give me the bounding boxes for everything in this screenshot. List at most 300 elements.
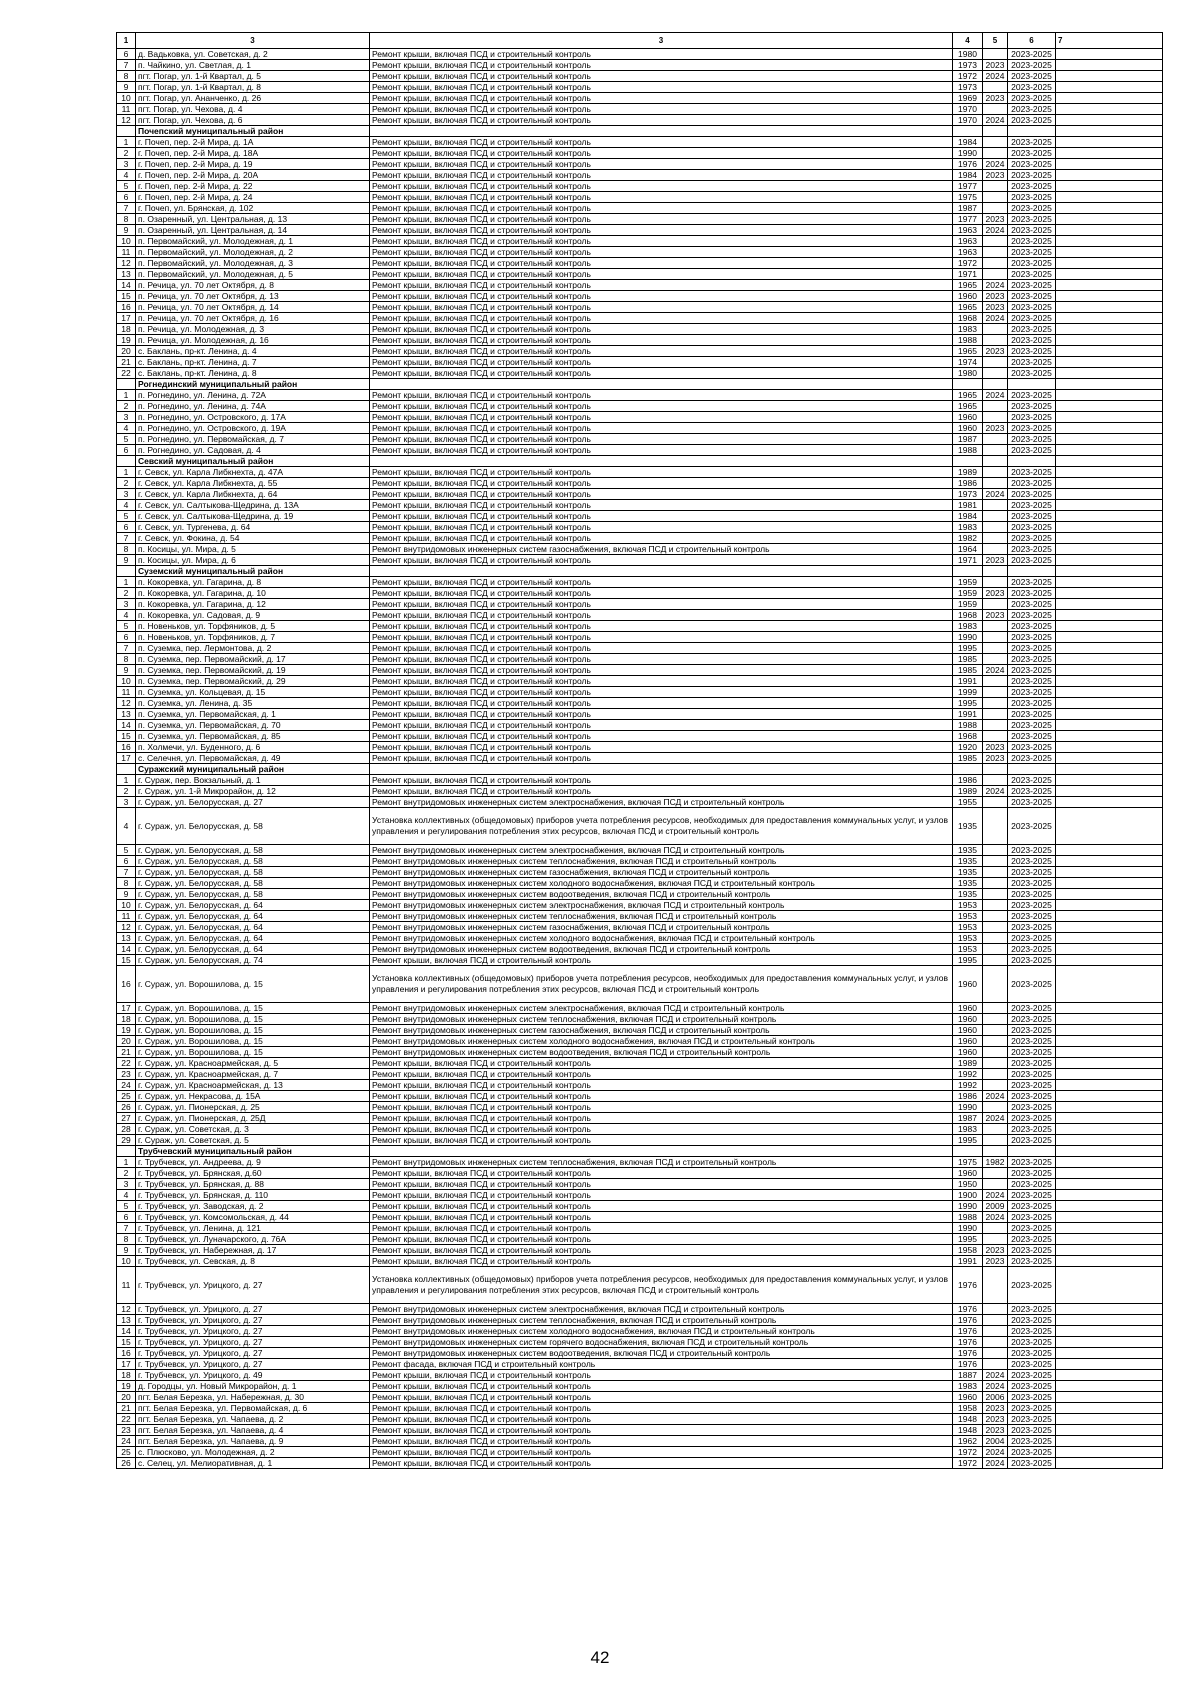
empty-cell	[1056, 867, 1163, 878]
year-built-cell: 1968	[953, 731, 983, 742]
work-type-cell: Ремонт внутридомовых инженерных систем теплоснабжения, включая ПСД и строительный контроль	[370, 911, 953, 922]
last-repair-year-cell: 2004	[983, 1436, 1008, 1447]
planned-period-cell: 2023-2025	[1008, 1245, 1056, 1256]
table-row	[117, 1179, 1163, 1190]
table-row	[117, 445, 1163, 456]
empty-cell	[1056, 878, 1163, 889]
empty-cell	[1056, 60, 1163, 71]
year-built-cell: 1971	[953, 555, 983, 566]
work-type-cell: Ремонт крыши, включая ПСД и строительный контроль	[370, 1414, 953, 1425]
address-cell: пгт. Погар, ул. 1-й Квартал, д. 8	[136, 82, 370, 93]
empty-cell	[1056, 324, 1163, 335]
planned-period-cell: 2023-2025	[1008, 1014, 1056, 1025]
planned-period-cell: 2023-2025	[1008, 1315, 1056, 1326]
address-cell: пгт. Белая Березка, ул. Набережная, д. 30	[136, 1392, 370, 1403]
year-built-cell: 1974	[953, 357, 983, 368]
planned-period-cell: 2023-2025	[1008, 1370, 1056, 1381]
district-section-row	[117, 1146, 1163, 1157]
row-number: 20	[117, 1392, 136, 1403]
address-cell: г. Сураж, ул. Ворошилова, д. 15	[136, 1047, 370, 1058]
work-type-cell: Ремонт крыши, включая ПСД и строительный контроль	[370, 280, 953, 291]
planned-period-cell: 2023-2025	[1008, 1337, 1056, 1348]
address-cell: г. Сураж, ул. Белорусская, д. 64	[136, 922, 370, 933]
planned-period-cell: 2023-2025	[1008, 621, 1056, 632]
row-number: 18	[117, 1370, 136, 1381]
work-type-cell: Ремонт крыши, включая ПСД и строительный контроль	[370, 445, 953, 456]
table-row	[117, 324, 1163, 335]
row-number: 24	[117, 1080, 136, 1091]
empty-cell	[370, 566, 953, 577]
year-built-cell: 1960	[953, 412, 983, 423]
year-built-cell: 1935	[953, 808, 983, 845]
planned-period-cell: 2023-2025	[1008, 1414, 1056, 1425]
empty-cell	[953, 126, 983, 137]
last-repair-year-cell	[983, 1348, 1008, 1359]
address-cell: г. Трубчевск, ул. Урицкого, д. 27	[136, 1348, 370, 1359]
planned-period-cell: 2023-2025	[1008, 1392, 1056, 1403]
empty-cell	[953, 456, 983, 467]
planned-period-cell: 2023-2025	[1008, 676, 1056, 687]
row-number: 7	[117, 533, 136, 544]
address-cell: г. Почеп, пер. 2-й Мира, д. 24	[136, 192, 370, 203]
year-built-cell: 1985	[953, 753, 983, 764]
work-type-cell: Ремонт крыши, включая ПСД и строительный контроль	[370, 467, 953, 478]
planned-period-cell: 2023-2025	[1008, 346, 1056, 357]
row-number: 19	[117, 1025, 136, 1036]
planned-period-cell: 2023-2025	[1008, 867, 1056, 878]
work-type-cell: Ремонт внутридомовых инженерных систем электроснабжения, включая ПСД и строительный контроль	[370, 1003, 953, 1014]
year-built-cell: 1983	[953, 621, 983, 632]
work-type-cell: Ремонт крыши, включая ПСД и строительный контроль	[370, 137, 953, 148]
address-cell: п. Озаренный, ул. Центральная, д. 13	[136, 214, 370, 225]
planned-period-cell: 2023-2025	[1008, 236, 1056, 247]
row-number: 12	[117, 1304, 136, 1315]
row-number: 12	[117, 115, 136, 126]
empty-cell	[1056, 1080, 1163, 1091]
last-repair-year-cell	[983, 368, 1008, 379]
row-number: 9	[117, 665, 136, 676]
table-row	[117, 1425, 1163, 1436]
work-type-cell: Установка коллективных (общедомовых) приборов учета потребления ресурсов, необходимых для предоставления коммунальных услуг, и узлов управления и регулирования потребления этих ресурсов, включая ПСД и строительный контроль	[370, 808, 953, 845]
year-built-cell: 1887	[953, 1370, 983, 1381]
year-built-cell: 1995	[953, 1234, 983, 1245]
work-type-cell: Ремонт внутридомовых инженерных систем электроснабжения, включая ПСД и строительный контроль	[370, 797, 953, 808]
work-type-cell: Ремонт крыши, включая ПСД и строительный контроль	[370, 1447, 953, 1458]
empty-cell	[1056, 291, 1163, 302]
work-type-cell: Ремонт крыши, включая ПСД и строительный контроль	[370, 1201, 953, 1212]
table-row	[117, 181, 1163, 192]
row-number: 26	[117, 1458, 136, 1469]
last-repair-year-cell: 2024	[983, 1381, 1008, 1392]
planned-period-cell: 2023-2025	[1008, 159, 1056, 170]
address-cell: п. Рогнедино, ул. Ленина, д. 72А	[136, 390, 370, 401]
planned-period-cell: 2023-2025	[1008, 401, 1056, 412]
empty-cell	[1056, 966, 1163, 1003]
address-cell: д. Вадьковка, ул. Советская, д. 2	[136, 49, 370, 60]
planned-period-cell: 2023-2025	[1008, 1058, 1056, 1069]
empty-cell	[1056, 1058, 1163, 1069]
year-built-cell: 1973	[953, 60, 983, 71]
work-type-cell: Ремонт крыши, включая ПСД и строительный контроль	[370, 1223, 953, 1234]
address-cell: п. Суземка, пер. Лермонтова, д. 2	[136, 643, 370, 654]
row-number: 21	[117, 1047, 136, 1058]
empty-cell	[1008, 126, 1056, 137]
work-type-cell: Ремонт внутридомовых инженерных систем газоснабжения, включая ПСД и строительный контроль	[370, 867, 953, 878]
row-number: 8	[117, 214, 136, 225]
row-number: 8	[117, 544, 136, 555]
planned-period-cell: 2023-2025	[1008, 709, 1056, 720]
planned-period-cell: 2023-2025	[1008, 115, 1056, 126]
district-section-row	[117, 456, 1163, 467]
table-row	[117, 500, 1163, 511]
table-row	[117, 1212, 1163, 1223]
empty-cell	[1056, 731, 1163, 742]
table-row	[117, 489, 1163, 500]
header-cell: 1	[117, 33, 136, 49]
year-built-cell: 1972	[953, 1458, 983, 1469]
empty-cell	[1056, 1304, 1163, 1315]
row-number: 13	[117, 1315, 136, 1326]
address-cell: г. Трубчевск, ул. Севская, д. 8	[136, 1256, 370, 1267]
table-row	[117, 720, 1163, 731]
empty-cell	[1056, 82, 1163, 93]
year-built-cell: 1958	[953, 1403, 983, 1414]
planned-period-cell: 2023-2025	[1008, 335, 1056, 346]
work-type-cell: Ремонт внутридомовых инженерных систем электроснабжения, включая ПСД и строительный контроль	[370, 1304, 953, 1315]
document-page	[116, 32, 1162, 1469]
table-row	[117, 148, 1163, 159]
row-number: 15	[117, 731, 136, 742]
last-repair-year-cell: 2023	[983, 1245, 1008, 1256]
planned-period-cell: 2023-2025	[1008, 1403, 1056, 1414]
row-number: 2	[117, 148, 136, 159]
planned-period-cell: 2023-2025	[1008, 291, 1056, 302]
last-repair-year-cell: 2023	[983, 1403, 1008, 1414]
empty-cell	[1056, 753, 1163, 764]
work-type-cell: Ремонт крыши, включая ПСД и строительный контроль	[370, 390, 953, 401]
row-number: 7	[117, 1223, 136, 1234]
header-cell: 5	[983, 33, 1008, 49]
planned-period-cell: 2023-2025	[1008, 324, 1056, 335]
row-number: 5	[117, 511, 136, 522]
planned-period-cell: 2023-2025	[1008, 533, 1056, 544]
row-number: 8	[117, 878, 136, 889]
row-number: 6	[117, 1212, 136, 1223]
last-repair-year-cell	[983, 1223, 1008, 1234]
empty-cell	[1056, 764, 1163, 775]
planned-period-cell: 2023-2025	[1008, 258, 1056, 269]
address-cell: г. Трубчевск, ул. Брянская, д.60	[136, 1168, 370, 1179]
table-row	[117, 313, 1163, 324]
row-number: 17	[117, 1003, 136, 1014]
planned-period-cell: 2023-2025	[1008, 368, 1056, 379]
address-cell: пгт. Погар, ул. Ананченко, д. 26	[136, 93, 370, 104]
planned-period-cell: 2023-2025	[1008, 1069, 1056, 1080]
planned-period-cell: 2023-2025	[1008, 434, 1056, 445]
planned-period-cell: 2023-2025	[1008, 1080, 1056, 1091]
work-type-cell: Ремонт внутридомовых инженерных систем теплоснабжения, включая ПСД и строительный контроль	[370, 1157, 953, 1168]
year-built-cell: 1970	[953, 115, 983, 126]
header-cell: 6	[1008, 33, 1056, 49]
row-number: 16	[117, 742, 136, 753]
row-number: 24	[117, 1436, 136, 1447]
row-number: 6	[117, 856, 136, 867]
row-number: 8	[117, 1234, 136, 1245]
last-repair-year-cell	[983, 900, 1008, 911]
address-cell: п. Озаренный, ул. Центральная, д. 14	[136, 225, 370, 236]
work-type-cell: Ремонт крыши, включая ПСД и строительный контроль	[370, 1069, 953, 1080]
address-cell: г. Трубчевск, ул. Андреева, д. 9	[136, 1157, 370, 1168]
address-cell: п. Речица, ул. 70 лет Октября, д. 16	[136, 313, 370, 324]
table-row	[117, 1370, 1163, 1381]
empty-cell	[1056, 1436, 1163, 1447]
last-repair-year-cell: 2024	[983, 1458, 1008, 1469]
work-type-cell: Ремонт внутридомовых инженерных систем газоснабжения, включая ПСД и строительный контроль	[370, 1025, 953, 1036]
district-section-row	[117, 379, 1163, 390]
planned-period-cell: 2023-2025	[1008, 1190, 1056, 1201]
work-type-cell: Ремонт крыши, включая ПСД и строительный контроль	[370, 1080, 953, 1091]
row-number: 2	[117, 1168, 136, 1179]
work-type-cell: Ремонт крыши, включая ПСД и строительный контроль	[370, 1425, 953, 1436]
last-repair-year-cell	[983, 775, 1008, 786]
address-cell: п. Рогнедино, ул. Ленина, д. 74А	[136, 401, 370, 412]
row-number: 4	[117, 1190, 136, 1201]
row-number: 14	[117, 720, 136, 731]
last-repair-year-cell	[983, 412, 1008, 423]
row-number: 28	[117, 1124, 136, 1135]
table-row	[117, 247, 1163, 258]
table-row	[117, 412, 1163, 423]
last-repair-year-cell: 2023	[983, 1425, 1008, 1436]
empty-cell	[1056, 500, 1163, 511]
row-number: 10	[117, 900, 136, 911]
year-built-cell: 1976	[953, 1348, 983, 1359]
work-type-cell: Ремонт крыши, включая ПСД и строительный контроль	[370, 115, 953, 126]
last-repair-year-cell	[983, 467, 1008, 478]
address-cell: п. Суземка, ул. Первомайская, д. 85	[136, 731, 370, 742]
planned-period-cell: 2023-2025	[1008, 478, 1056, 489]
empty-cell	[1056, 555, 1163, 566]
address-cell: пгт. Белая Березка, ул. Первомайская, д. 6	[136, 1403, 370, 1414]
address-cell: г. Трубчевск, ул. Урицкого, д. 27	[136, 1326, 370, 1337]
empty-cell	[1056, 137, 1163, 148]
work-type-cell: Ремонт крыши, включая ПСД и строительный контроль	[370, 709, 953, 720]
last-repair-year-cell	[983, 258, 1008, 269]
district-section-row	[117, 126, 1163, 137]
last-repair-year-cell	[983, 269, 1008, 280]
row-number: 11	[117, 247, 136, 258]
header-cell: 7	[1056, 33, 1163, 49]
table-row	[117, 1014, 1163, 1025]
address-cell: п. Рогнедино, ул. Островского, д. 17А	[136, 412, 370, 423]
year-built-cell: 1976	[953, 1304, 983, 1315]
empty-cell	[1056, 1414, 1163, 1425]
planned-period-cell: 2023-2025	[1008, 1234, 1056, 1245]
empty-cell	[1056, 368, 1163, 379]
empty-cell	[1056, 214, 1163, 225]
last-repair-year-cell	[983, 889, 1008, 900]
work-type-cell: Ремонт крыши, включая ПСД и строительный контроль	[370, 500, 953, 511]
row-number: 29	[117, 1135, 136, 1146]
work-type-cell: Ремонт внутридомовых инженерных систем теплоснабжения, включая ПСД и строительный контроль	[370, 856, 953, 867]
address-cell: г. Сураж, ул. Белорусская, д. 58	[136, 808, 370, 845]
year-built-cell: 1948	[953, 1414, 983, 1425]
row-number: 18	[117, 324, 136, 335]
last-repair-year-cell: 2024	[983, 1190, 1008, 1201]
planned-period-cell: 2023-2025	[1008, 742, 1056, 753]
district-section-row	[117, 764, 1163, 775]
address-cell: п. Суземка, пер. Первомайский, д. 19	[136, 665, 370, 676]
year-built-cell: 1968	[953, 610, 983, 621]
planned-period-cell: 2023-2025	[1008, 1113, 1056, 1124]
last-repair-year-cell	[983, 856, 1008, 867]
empty-cell	[983, 456, 1008, 467]
address-cell: п. Первомайский, ул. Молодежная, д. 5	[136, 269, 370, 280]
year-built-cell: 1971	[953, 269, 983, 280]
year-built-cell: 1990	[953, 1223, 983, 1234]
empty-cell	[1056, 922, 1163, 933]
address-cell: с. Баклань, пр-кт. Ленина, д. 4	[136, 346, 370, 357]
empty-cell	[1056, 698, 1163, 709]
work-type-cell: Ремонт крыши, включая ПСД и строительный контроль	[370, 599, 953, 610]
table-row	[117, 665, 1163, 676]
district-section-row	[117, 566, 1163, 577]
work-type-cell: Ремонт крыши, включая ПСД и строительный контроль	[370, 1458, 953, 1469]
year-built-cell: 1990	[953, 632, 983, 643]
table-row	[117, 401, 1163, 412]
last-repair-year-cell	[983, 1135, 1008, 1146]
table-row	[117, 742, 1163, 753]
planned-period-cell: 2023-2025	[1008, 911, 1056, 922]
year-built-cell: 1963	[953, 247, 983, 258]
planned-period-cell: 2023-2025	[1008, 467, 1056, 478]
planned-period-cell: 2023-2025	[1008, 1223, 1056, 1234]
year-built-cell: 1980	[953, 49, 983, 60]
work-type-cell: Ремонт крыши, включая ПСД и строительный контроль	[370, 1168, 953, 1179]
empty-cell	[983, 1146, 1008, 1157]
table-row	[117, 1403, 1163, 1414]
table-row	[117, 357, 1163, 368]
address-cell: г. Сураж, ул. Белорусская, д. 74	[136, 955, 370, 966]
address-cell: г. Сураж, ул. Ворошилова, д. 15	[136, 966, 370, 1003]
work-type-cell: Ремонт крыши, включая ПСД и строительный контроль	[370, 291, 953, 302]
table-row	[117, 423, 1163, 434]
district-name: Почепский муниципальный район	[136, 126, 370, 137]
last-repair-year-cell: 2023	[983, 214, 1008, 225]
last-repair-year-cell: 1982	[983, 1157, 1008, 1168]
row-number: 9	[117, 889, 136, 900]
table-row	[117, 1157, 1163, 1168]
address-cell: г. Почеп, пер. 2-й Мира, д. 1А	[136, 137, 370, 148]
row-number: 27	[117, 1113, 136, 1124]
row-number: 4	[117, 610, 136, 621]
year-built-cell: 1990	[953, 1102, 983, 1113]
planned-period-cell: 2023-2025	[1008, 1458, 1056, 1469]
year-built-cell: 1976	[953, 1337, 983, 1348]
address-cell: г. Севск, ул. Карла Либкнехта, д. 47А	[136, 467, 370, 478]
work-type-cell: Ремонт крыши, включая ПСД и строительный контроль	[370, 1212, 953, 1223]
empty-cell	[1056, 1157, 1163, 1168]
work-type-cell: Ремонт крыши, включая ПСД и строительный контроль	[370, 170, 953, 181]
planned-period-cell: 2023-2025	[1008, 808, 1056, 845]
work-type-cell: Ремонт крыши, включая ПСД и строительный контроль	[370, 203, 953, 214]
last-repair-year-cell	[983, 1080, 1008, 1091]
empty-cell	[1056, 489, 1163, 500]
work-type-cell: Ремонт внутридомовых инженерных систем холодного водоснабжения, включая ПСД и строительный контроль	[370, 878, 953, 889]
planned-period-cell: 2023-2025	[1008, 214, 1056, 225]
work-type-cell: Ремонт внутридомовых инженерных систем электроснабжения, включая ПСД и строительный контроль	[370, 900, 953, 911]
last-repair-year-cell	[983, 911, 1008, 922]
address-cell: г. Сураж, ул. Пионерская, д. 25Д	[136, 1113, 370, 1124]
address-cell: п. Первомайский, ул. Молодежная, д. 3	[136, 258, 370, 269]
planned-period-cell: 2023-2025	[1008, 60, 1056, 71]
year-built-cell: 1987	[953, 1113, 983, 1124]
address-cell: г. Сураж, ул. Белорусская, д. 58	[136, 845, 370, 856]
header-cell: 4	[953, 33, 983, 49]
last-repair-year-cell: 2024	[983, 489, 1008, 500]
last-repair-year-cell: 2024	[983, 786, 1008, 797]
address-cell: пгт. Погар, ул. Чехова, д. 6	[136, 115, 370, 126]
last-repair-year-cell	[983, 797, 1008, 808]
empty-cell	[1056, 269, 1163, 280]
empty-cell	[1056, 71, 1163, 82]
planned-period-cell: 2023-2025	[1008, 643, 1056, 654]
table-row	[117, 1223, 1163, 1234]
table-row	[117, 467, 1163, 478]
table-row	[117, 900, 1163, 911]
repair-program-table	[116, 32, 1163, 1469]
table-row	[117, 434, 1163, 445]
empty-cell	[1056, 1315, 1163, 1326]
planned-period-cell: 2023-2025	[1008, 1124, 1056, 1135]
last-repair-year-cell	[983, 676, 1008, 687]
last-repair-year-cell	[983, 522, 1008, 533]
empty-cell	[117, 456, 136, 467]
planned-period-cell: 2023-2025	[1008, 82, 1056, 93]
row-number: 3	[117, 159, 136, 170]
row-number: 14	[117, 280, 136, 291]
empty-cell	[117, 1146, 136, 1157]
year-built-cell: 1953	[953, 922, 983, 933]
year-built-cell: 1958	[953, 1245, 983, 1256]
empty-cell	[1056, 1069, 1163, 1080]
last-repair-year-cell	[983, 247, 1008, 258]
year-built-cell: 1953	[953, 944, 983, 955]
last-repair-year-cell	[983, 643, 1008, 654]
planned-period-cell: 2023-2025	[1008, 148, 1056, 159]
empty-cell	[1056, 93, 1163, 104]
year-built-cell: 1984	[953, 170, 983, 181]
empty-cell	[1056, 445, 1163, 456]
district-name: Суражский муниципальный район	[136, 764, 370, 775]
address-cell: с. Баклань, пр-кт. Ленина, д. 8	[136, 368, 370, 379]
empty-cell	[1056, 845, 1163, 856]
work-type-cell: Ремонт крыши, включая ПСД и строительный контроль	[370, 71, 953, 82]
work-type-cell: Ремонт крыши, включая ПСД и строительный контроль	[370, 489, 953, 500]
planned-period-cell: 2023-2025	[1008, 280, 1056, 291]
empty-cell	[1056, 676, 1163, 687]
last-repair-year-cell	[983, 324, 1008, 335]
row-number: 12	[117, 698, 136, 709]
row-number: 7	[117, 60, 136, 71]
year-built-cell: 1953	[953, 900, 983, 911]
table-row	[117, 291, 1163, 302]
address-cell: п. Суземка, ул. Кольцевая, д. 15	[136, 687, 370, 698]
work-type-cell: Ремонт крыши, включая ПСД и строительный контроль	[370, 1256, 953, 1267]
empty-cell	[117, 126, 136, 137]
row-number: 5	[117, 1201, 136, 1212]
work-type-cell: Ремонт крыши, включая ПСД и строительный контроль	[370, 511, 953, 522]
